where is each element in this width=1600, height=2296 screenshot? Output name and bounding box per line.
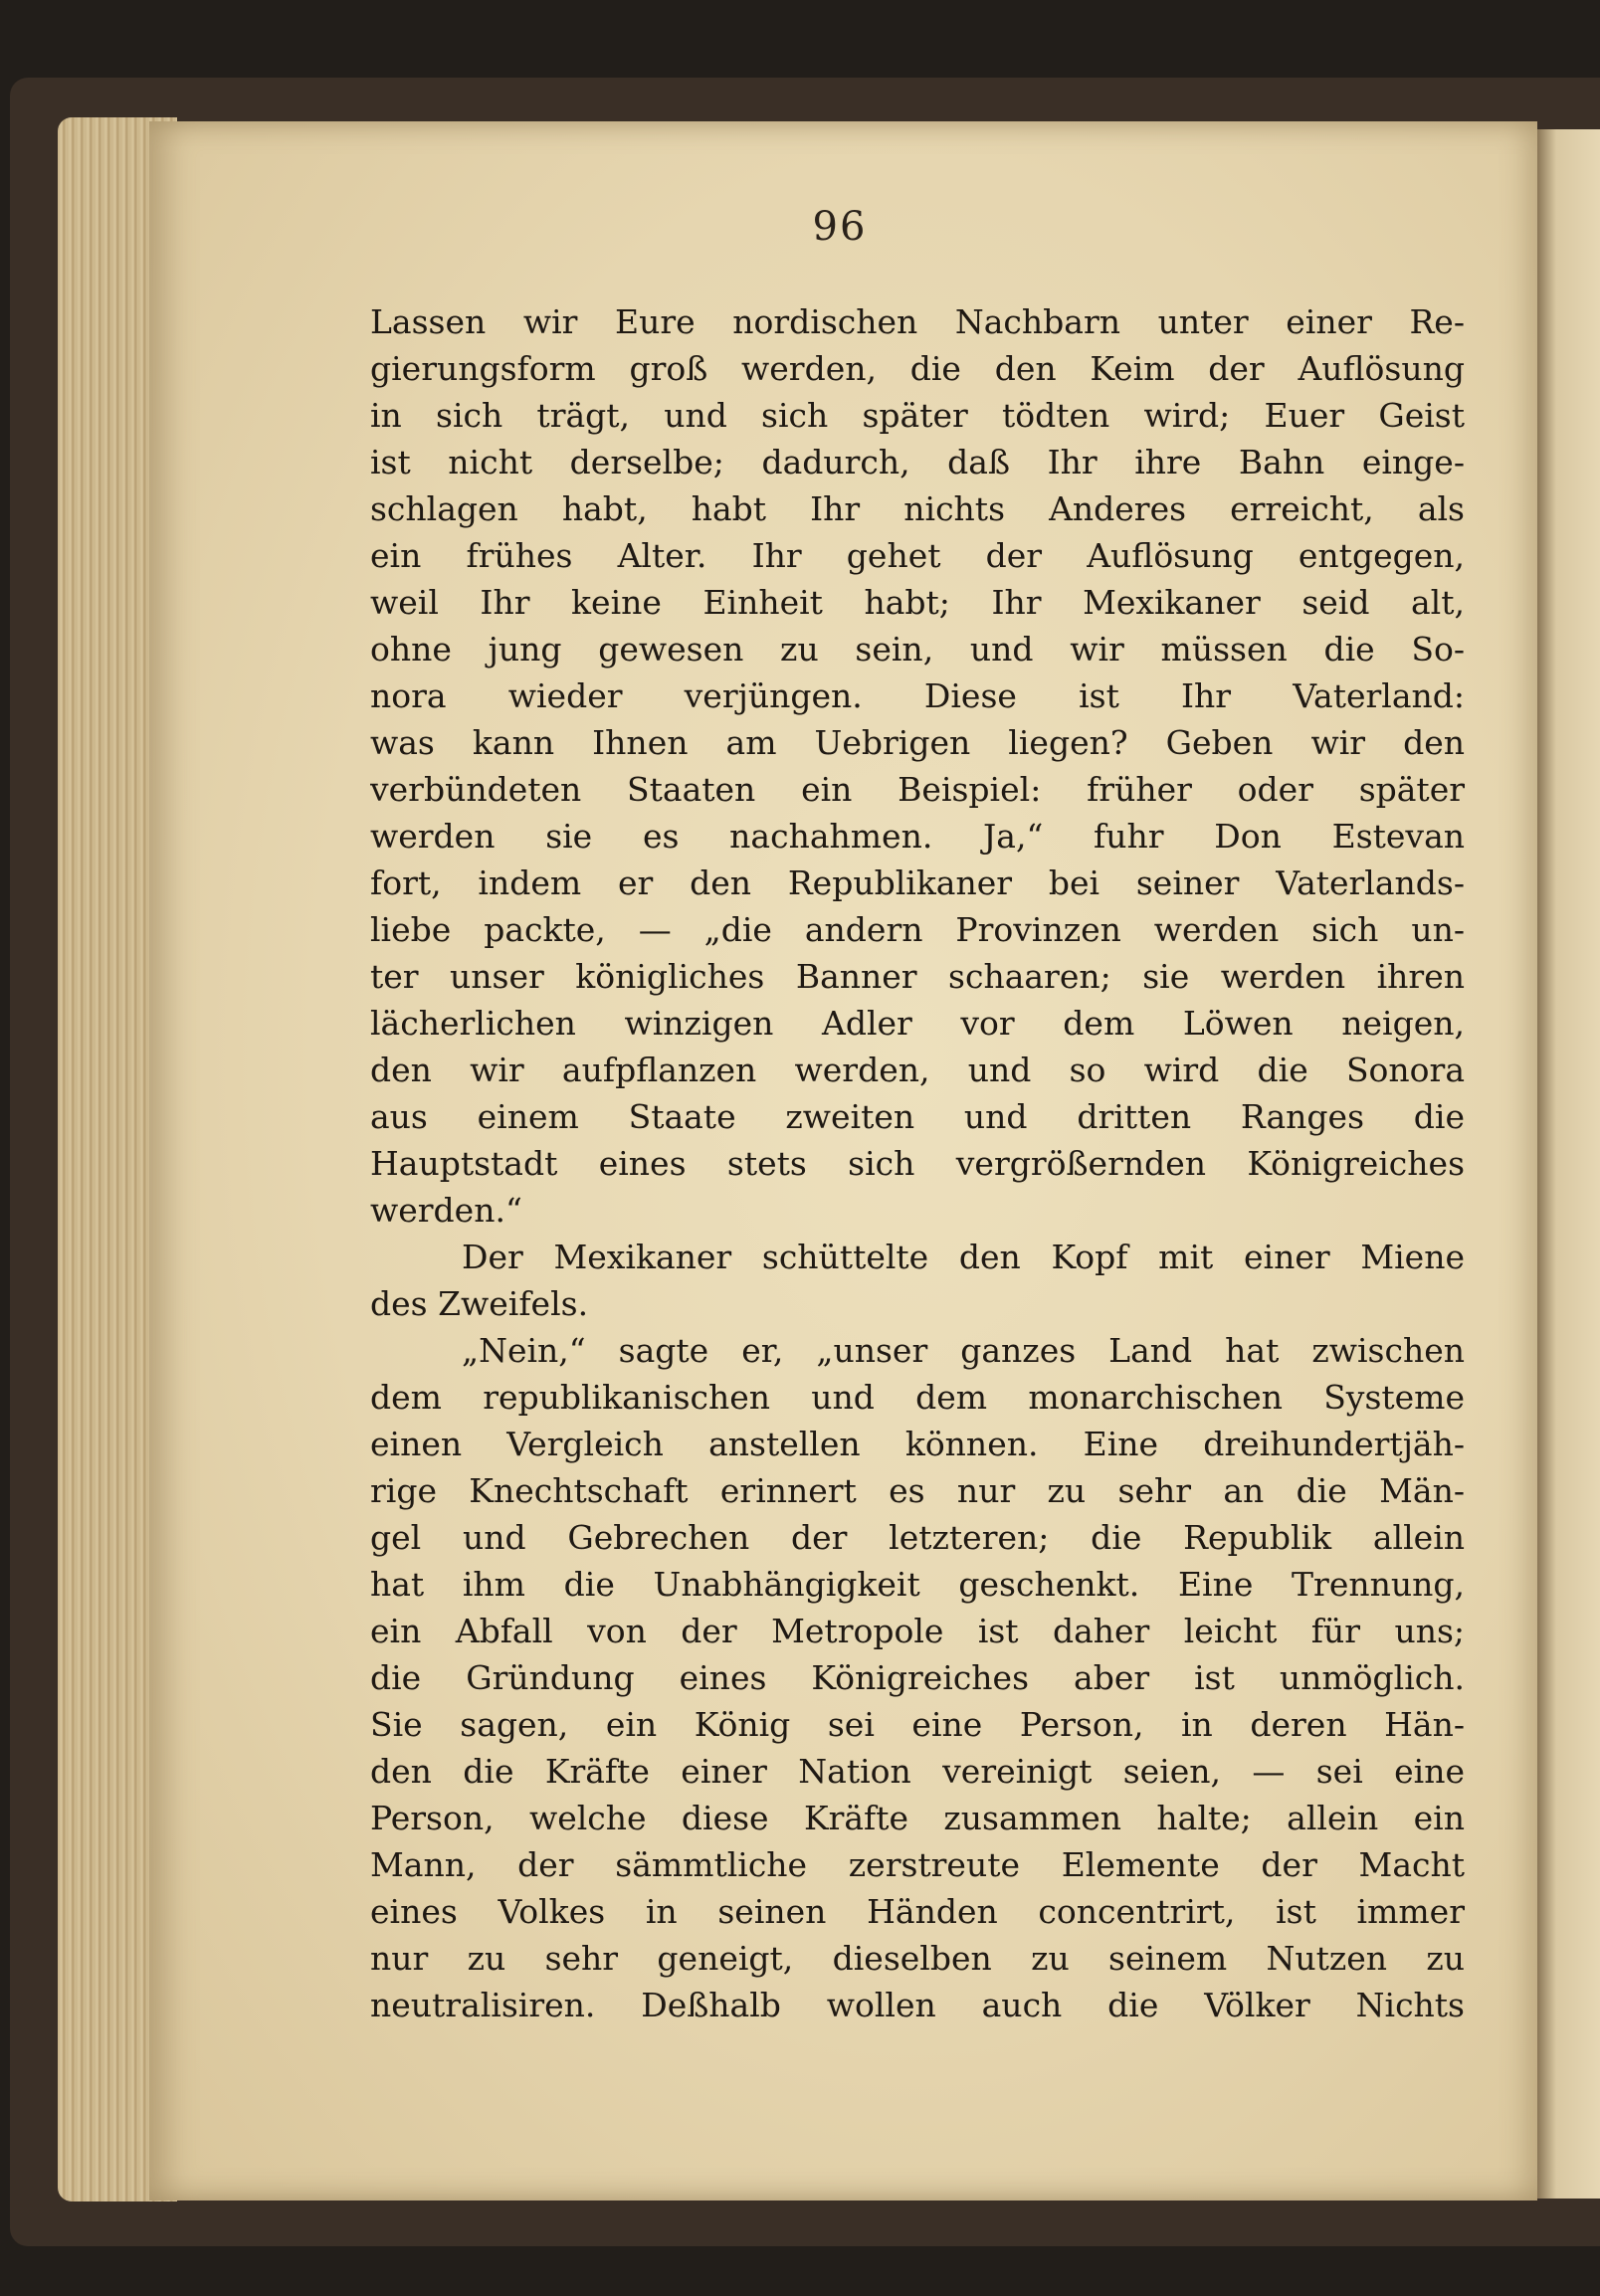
text-line: einen Vergleich anstellen können. Eine dreihundertjäh- <box>370 1425 1465 1463</box>
text-line: verbündeten Staaten ein Beispiel: früher oder später <box>370 770 1465 809</box>
text-line: rige Knechtschaft erinnert es nur zu sehr an die Män- <box>370 1471 1465 1510</box>
text-line: den die Kräfte einer Nation vereinigt seien, — sei eine <box>370 1752 1465 1791</box>
text-line: Mann, der sämmtliche zerstreute Elemente der Macht <box>370 1845 1465 1884</box>
text-line: aus einem Staate zweiten und dritten Ranges die <box>370 1097 1465 1136</box>
text-line: liebe packte, — „die andern Provinzen werden sich un- <box>370 910 1465 949</box>
text-line: Person, welche diese Kräfte zusammen halte; allein ein <box>370 1799 1465 1837</box>
text-line: Hauptstadt eines stets sich vergrößernden Königreiches <box>370 1144 1465 1183</box>
text-line: dem republikanischen und dem monarchischen Systeme <box>370 1378 1465 1417</box>
text-line: des Zweifels. <box>370 1284 589 1323</box>
text-line: Sie sagen, ein König sei eine Person, in deren Hän- <box>370 1705 1465 1744</box>
text-line: nur zu sehr geneigt, dieselben zu seinem Nutzen zu <box>370 1939 1465 1978</box>
text-line: ohne jung gewesen zu sein, und wir müssen die So- <box>370 630 1465 669</box>
text-line: in sich trägt, und sich später tödten wird; Euer Geist <box>370 396 1465 435</box>
facing-page-edge <box>1537 129 1600 2199</box>
text-line: Der Mexikaner schüttelte den Kopf mit einer Miene <box>462 1238 1465 1276</box>
text-line: ein frühes Alter. Ihr gehet der Auflösung entgegen, <box>370 536 1465 575</box>
text-line: ein Abfall von der Metropole ist daher leicht für uns; <box>370 1612 1465 1650</box>
text-line: neutralisiren. Deßhalb wollen auch die Völker Nichts <box>370 1986 1465 2024</box>
page-text <box>370 298 1465 2028</box>
text-line: gierungsform groß werden, die den Keim der Auflösung <box>370 349 1465 388</box>
text-line: lächerlichen winzigen Adler vor dem Löwen neigen, <box>370 1004 1465 1043</box>
text-line: Lassen wir Eure nordischen Nachbarn unter einer Re- <box>370 302 1465 341</box>
text-line: eines Volkes in seinen Händen concentrirt, ist immer <box>370 1892 1465 1931</box>
text-line: die Gründung eines Königreiches aber ist unmöglich. <box>370 1658 1465 1697</box>
text-line: den wir aufpflanzen werden, und so wird die Sonora <box>370 1051 1465 1089</box>
text-line: „Nein,“ sagte er, „unser ganzes Land hat zwischen <box>462 1331 1465 1370</box>
text-line: ter unser königliches Banner schaaren; sie werden ihren <box>370 957 1465 996</box>
text-line: fort, indem er den Republikaner bei seiner Vaterlands- <box>370 863 1465 902</box>
text-line: ist nicht derselbe; dadurch, daß Ihr ihre Bahn einge- <box>370 443 1465 481</box>
text-line: nora wieder verjüngen. Diese ist Ihr Vaterland: <box>370 676 1465 715</box>
text-line: gel und Gebrechen der letzteren; die Republik allein <box>370 1518 1465 1557</box>
page-number: 96 <box>812 204 868 250</box>
text-line: weil Ihr keine Einheit habt; Ihr Mexikaner seid alt, <box>370 583 1465 622</box>
text-line: was kann Ihnen am Uebrigen liegen? Geben wir den <box>370 723 1465 762</box>
text-line: werden sie es nachahmen. Ja,“ fuhr Don Estevan <box>370 817 1465 856</box>
text-line: hat ihm die Unabhängigkeit geschenkt. Eine Trennung, <box>370 1565 1465 1604</box>
text-line: werden.“ <box>370 1191 522 1230</box>
text-line: schlagen habt, habt Ihr nichts Anderes erreicht, als <box>370 489 1465 528</box>
